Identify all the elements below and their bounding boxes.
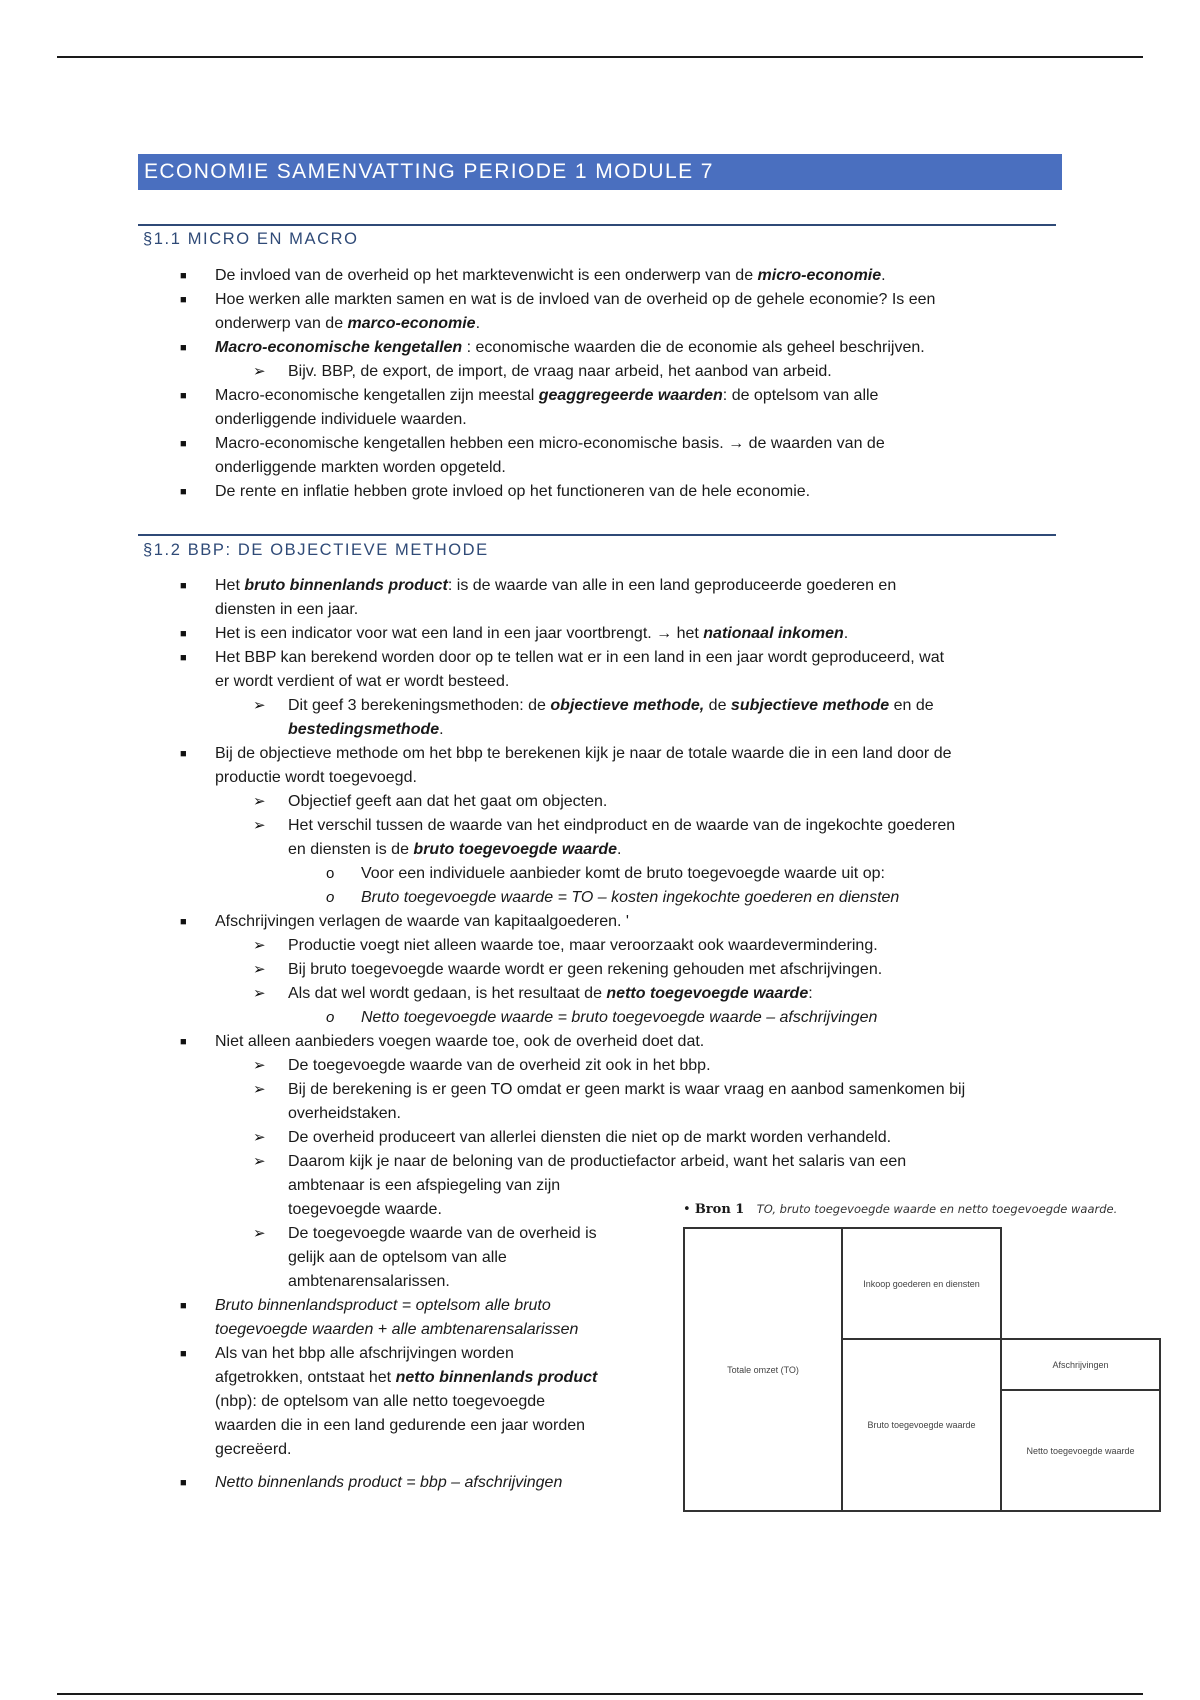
sub-item: De toegevoegde waarde van de overheid zit ook in het bbp.: [288, 1057, 711, 1074]
list-item-continued: afgetrokken, ontstaat het netto binnenlands product: [215, 1369, 598, 1386]
list-item: Het bruto binnenlands product: is de waarde van alle in een land geproduceerde goederen en: [215, 577, 897, 594]
list-item: Macro-economische kengetallen hebben een micro-economische basis. → de waarden van de: [215, 435, 885, 452]
bullet-icon: ■: [180, 748, 187, 760]
sub-item: Daarom kijk je naar de beloning van de productiefactor arbeid, want het salaris van een: [288, 1153, 907, 1170]
list-item-continued: er wordt verdient of wat er wordt besteed.: [215, 673, 510, 690]
sub-item: Objectief geeft aan dat het gaat om objecten.: [288, 793, 608, 810]
formula: Netto binnenlands product = bbp – afschrijvingen: [215, 1474, 563, 1491]
sub-item-continued: overheidstaken.: [288, 1105, 401, 1122]
arrow-bullet-icon: ➢: [253, 363, 266, 380]
list-item: Macro-economische kengetallen zijn meestal geaggregeerde waarden: de optelsom van alle: [215, 387, 879, 404]
list-item-continued: (nbp): de optelsom van alle netto toegevoegde: [215, 1393, 546, 1410]
section-divider: [138, 534, 1056, 536]
formula: Netto toegevoegde waarde = bruto toegevoegde waarde – afschrijvingen: [361, 1009, 878, 1026]
figure-caption: [683, 1200, 1117, 1219]
cell-inkoop: Inkoop goederen en diensten: [841, 1227, 1002, 1340]
arrow-bullet-icon: ➢: [253, 697, 266, 714]
sub-item: Bijv. BBP, de export, de import, de vraag naar arbeid, het aanbod van arbeid.: [288, 363, 832, 380]
list-item-continued: onderwerp van de marco-economie.: [215, 315, 481, 332]
formula-continued: toegevoegde waarden + alle ambtenarensalarissen: [215, 1321, 579, 1338]
arrow-bullet-icon: ➢: [253, 1057, 266, 1074]
list-item-continued: gecreëerd.: [215, 1441, 292, 1458]
sub-item: Productie voegt niet alleen waarde toe, maar veroorzaakt ook waardevermindering.: [288, 937, 878, 954]
list-item: Hoe werken alle markten samen en wat is de invloed van de overheid op de gehele economie? Is een: [215, 291, 936, 308]
list-item: Macro-economische kengetallen : economische waarden die de economie als geheel beschrijven.: [215, 339, 925, 356]
figure-caption-text: TO, bruto toegevoegde waarde en netto toegevoegde waarde.: [756, 1202, 1118, 1216]
section-heading: §1.2 BBP: DE OBJECTIEVE METHODE: [143, 541, 489, 559]
cell-netto-toegevoegde-waarde: Netto toegevoegde waarde: [1000, 1389, 1161, 1512]
bullet-icon: ■: [180, 1477, 187, 1489]
bullet-icon: ■: [180, 438, 187, 450]
formula: Bruto binnenlandsproduct = optelsom alle bruto: [215, 1297, 551, 1314]
bullet-icon: ■: [180, 1300, 187, 1312]
sub-sub-item: Voor een individuele aanbieder komt de bruto toegevoegde waarde uit op:: [361, 865, 885, 882]
circle-bullet-icon: o: [326, 1009, 335, 1026]
list-item-continued: onderliggende markten worden opgeteld.: [215, 459, 506, 476]
arrow-bullet-icon: ➢: [253, 1225, 266, 1242]
sub-item-continued: ambtenarensalarissen.: [288, 1273, 450, 1290]
cell-bruto-toegevoegde-waarde: Bruto toegevoegde waarde: [841, 1338, 1002, 1512]
cell-totale-omzet: Totale omzet (TO): [683, 1227, 843, 1512]
sub-item: Het verschil tussen de waarde van het eindproduct en de waarde van de ingekochte goederen: [288, 817, 956, 834]
list-item: Het is een indicator voor wat een land in een jaar voortbrengt. → het nationaal inkomen.: [215, 625, 849, 642]
sub-item: Bij de berekening is er geen TO omdat er geen markt is waar vraag en aanbod samenkomen bij: [288, 1081, 966, 1098]
list-item: Als van het bbp alle afschrijvingen worden: [215, 1345, 514, 1362]
section-divider: [138, 224, 1056, 226]
circle-bullet-icon: o: [326, 865, 335, 882]
arrow-bullet-icon: ➢: [253, 985, 266, 1002]
list-item: Het BBP kan berekend worden door op te tellen wat er in een land in een jaar wordt geproduceerd, wat: [215, 649, 945, 666]
list-item: Bij de objectieve methode om het bbp te berekenen kijk je naar de totale waarde die in een land door de: [215, 745, 952, 762]
circle-bullet-icon: o: [326, 889, 335, 906]
arrow-bullet-icon: ➢: [253, 1081, 266, 1098]
list-item-continued: diensten in een jaar.: [215, 601, 359, 618]
arrow-bullet-icon: ➢: [253, 1129, 266, 1146]
sub-item-continued: bestedingsmethode.: [288, 721, 444, 738]
sub-item: Als dat wel wordt gedaan, is het resultaat de netto toegevoegde waarde:: [288, 985, 813, 1002]
list-item-continued: waarden die in een land gedurende een jaar worden: [215, 1417, 586, 1434]
list-item: Afschrijvingen verlagen de waarde van kapitaalgoederen. ': [215, 913, 629, 930]
bullet-icon: ■: [180, 390, 187, 402]
arrow-bullet-icon: ➢: [253, 817, 266, 834]
page-title: ECONOMIE SAMENVATTING PERIODE 1 MODULE 7: [138, 154, 1062, 190]
sub-item-continued: ambtenaar is een afspiegeling van zijn: [288, 1177, 561, 1194]
formula: Bruto toegevoegde waarde = TO – kosten ingekochte goederen en diensten: [361, 889, 900, 906]
bullet-icon: ■: [180, 916, 187, 928]
sub-item: De toegevoegde waarde van de overheid is: [288, 1225, 597, 1242]
bullet-icon: ■: [180, 580, 187, 592]
sub-item-continued: en diensten is de bruto toegevoegde waarde.: [288, 841, 622, 858]
list-item: De invloed van de overheid op het marktevenwicht is een onderwerp van de micro-economie.: [215, 267, 886, 284]
sub-item: Dit geef 3 berekeningsmethoden: de objectieve methode, de subjectieve methode en de: [288, 697, 934, 714]
arrow-bullet-icon: ➢: [253, 1153, 266, 1170]
list-item-continued: onderliggende individuele waarden.: [215, 411, 467, 428]
bullet-icon: ■: [180, 294, 187, 306]
bullet-icon: ■: [180, 486, 187, 498]
bullet-icon: ■: [180, 1348, 187, 1360]
cell-afschrijvingen: Afschrijvingen: [1000, 1338, 1161, 1391]
bottom-rule: [57, 1693, 1143, 1695]
sub-item: De overheid produceert van allerlei diensten die niet op de markt worden verhandeld.: [288, 1129, 892, 1146]
bullet-icon: ■: [180, 1036, 187, 1048]
figure-label: Bron 1: [694, 1202, 745, 1217]
sub-item: Bij bruto toegevoegde waarde wordt er geen rekening gehouden met afschrijvingen.: [288, 961, 883, 978]
list-item-continued: productie wordt toegevoegd.: [215, 769, 417, 786]
list-item: De rente en inflatie hebben grote invloed op het functioneren van de hele economie.: [215, 483, 811, 500]
bullet-icon: •: [683, 1202, 691, 1217]
top-rule: [57, 56, 1143, 58]
list-item: Niet alleen aanbieders voegen waarde toe, ook de overheid doet dat.: [215, 1033, 705, 1050]
bullet-icon: ■: [180, 342, 187, 354]
arrow-bullet-icon: ➢: [253, 961, 266, 978]
bullet-icon: ■: [180, 628, 187, 640]
arrow-bullet-icon: ➢: [253, 793, 266, 810]
bullet-icon: ■: [180, 652, 187, 664]
arrow-bullet-icon: ➢: [253, 937, 266, 954]
sub-item-continued: toegevoegde waarde.: [288, 1201, 442, 1218]
section-heading: §1.1 MICRO EN MACRO: [143, 230, 359, 248]
sub-item-continued: gelijk aan de optelsom van alle: [288, 1249, 507, 1266]
bullet-icon: ■: [180, 270, 187, 282]
